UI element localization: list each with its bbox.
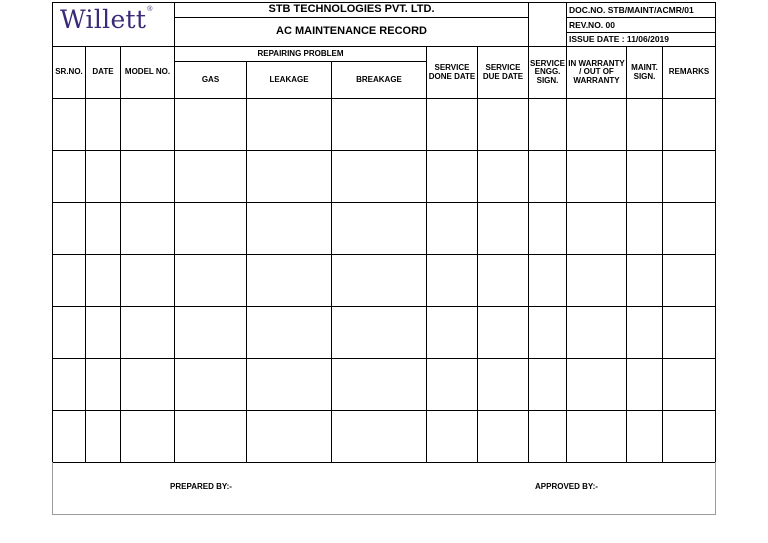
cell-breakage[interactable] (332, 203, 426, 254)
column-header-date: DATE (92, 67, 114, 77)
column-header-gas: GAS (201, 74, 220, 84)
cell-service-due-date[interactable] (478, 255, 528, 306)
cell-remarks[interactable] (663, 255, 715, 306)
column-header-service-done-date: SERVICE DONE DATE (428, 63, 476, 81)
cell-leakage[interactable] (247, 151, 331, 202)
prepared-by-label: PREPARED BY:- (170, 481, 232, 491)
cell-maint-sign[interactable] (627, 411, 662, 462)
cell-service-done-date[interactable] (427, 99, 477, 150)
cell-leakage[interactable] (247, 99, 331, 150)
cell-service-engg-sign[interactable] (529, 203, 566, 254)
approved-by-label: APPROVED BY:- (535, 481, 598, 491)
cell-maint-sign[interactable] (627, 255, 662, 306)
cell-model-no[interactable] (121, 411, 174, 462)
cell-remarks[interactable] (663, 151, 715, 202)
cell-sr-no[interactable] (53, 307, 85, 358)
cell-gas[interactable] (175, 307, 246, 358)
column-header-repairing-problem: REPAIRING PROBLEM (257, 48, 344, 58)
cell-service-engg-sign[interactable] (529, 411, 566, 462)
cell-gas[interactable] (175, 151, 246, 202)
cell-remarks[interactable] (663, 359, 715, 410)
cell-service-done-date[interactable] (427, 307, 477, 358)
cell-maint-sign[interactable] (627, 203, 662, 254)
cell-warranty[interactable] (567, 307, 626, 358)
form-title: AC MAINTENANCE RECORD (276, 25, 427, 38)
cell-breakage[interactable] (332, 99, 426, 150)
cell-service-due-date[interactable] (478, 411, 528, 462)
logo-text: Willett (60, 5, 147, 34)
cell-gas[interactable] (175, 203, 246, 254)
cell-sr-no[interactable] (53, 203, 85, 254)
cell-model-no[interactable] (121, 255, 174, 306)
company-logo (60, 5, 153, 34)
cell-service-done-date[interactable] (427, 359, 477, 410)
cell-sr-no[interactable] (53, 359, 85, 410)
cell-remarks[interactable] (663, 99, 715, 150)
cell-sr-no[interactable] (53, 151, 85, 202)
cell-model-no[interactable] (121, 307, 174, 358)
column-header-remarks: REMARKS (668, 67, 710, 77)
cell-remarks[interactable] (663, 203, 715, 254)
column-header-warranty: IN WARRANTY / OUT OF WARRANTY (568, 58, 625, 85)
cell-maint-sign[interactable] (627, 307, 662, 358)
column-header-service-engg-sign: SERVICE ENGG. SIGN. (530, 58, 565, 85)
cell-leakage[interactable] (247, 255, 331, 306)
cell-warranty[interactable] (567, 151, 626, 202)
cell-date[interactable] (86, 411, 120, 462)
cell-maint-sign[interactable] (627, 359, 662, 410)
cell-leakage[interactable] (247, 359, 331, 410)
cell-date[interactable] (86, 359, 120, 410)
column-header-service-due-date: SERVICE DUE DATE (482, 63, 524, 81)
cell-service-done-date[interactable] (427, 411, 477, 462)
cell-date[interactable] (86, 151, 120, 202)
cell-gas[interactable] (175, 359, 246, 410)
column-header-breakage: BREAKAGE (356, 74, 402, 84)
cell-warranty[interactable] (567, 99, 626, 150)
cell-gas[interactable] (175, 411, 246, 462)
column-header-maint-sign: MAINT. SIGN. (631, 63, 658, 81)
cell-remarks[interactable] (663, 411, 715, 462)
registered-mark: ® (147, 6, 153, 13)
cell-date[interactable] (86, 307, 120, 358)
cell-remarks[interactable] (663, 307, 715, 358)
issue-date: ISSUE DATE : 11/06/2019 (569, 34, 670, 45)
cell-service-engg-sign[interactable] (529, 151, 566, 202)
cell-model-no[interactable] (121, 359, 174, 410)
cell-leakage[interactable] (247, 307, 331, 358)
cell-service-done-date[interactable] (427, 151, 477, 202)
cell-sr-no[interactable] (53, 99, 85, 150)
cell-date[interactable] (86, 99, 120, 150)
column-header-model-no: MODEL NO. (124, 67, 171, 77)
cell-gas[interactable] (175, 99, 246, 150)
cell-service-done-date[interactable] (427, 203, 477, 254)
doc-number: DOC.NO. STB/MAINT/ACMR/01 (569, 4, 694, 15)
cell-service-engg-sign[interactable] (529, 99, 566, 150)
cell-maint-sign[interactable] (627, 99, 662, 150)
cell-service-due-date[interactable] (478, 151, 528, 202)
cell-warranty[interactable] (567, 411, 626, 462)
cell-maint-sign[interactable] (627, 151, 662, 202)
cell-service-due-date[interactable] (478, 203, 528, 254)
cell-warranty[interactable] (567, 255, 626, 306)
cell-service-engg-sign[interactable] (529, 307, 566, 358)
column-header-leakage: LEAKAGE (269, 74, 309, 84)
cell-service-due-date[interactable] (478, 99, 528, 150)
cell-date[interactable] (86, 203, 120, 254)
cell-breakage[interactable] (332, 411, 426, 462)
cell-sr-no[interactable] (53, 255, 85, 306)
cell-leakage[interactable] (247, 411, 331, 462)
company-name: STB TECHNOLOGIES PVT. LTD. (268, 3, 435, 16)
cell-service-due-date[interactable] (478, 359, 528, 410)
cell-breakage[interactable] (332, 307, 426, 358)
cell-warranty[interactable] (567, 359, 626, 410)
cell-service-engg-sign[interactable] (529, 359, 566, 410)
cell-breakage[interactable] (332, 255, 426, 306)
cell-service-engg-sign[interactable] (529, 255, 566, 306)
column-header-sr-no: SR.NO. (55, 67, 83, 77)
cell-model-no[interactable] (121, 151, 174, 202)
cell-service-done-date[interactable] (427, 255, 477, 306)
revision-number: REV.NO. 00 (569, 19, 615, 30)
cell-breakage[interactable] (332, 151, 426, 202)
cell-gas[interactable] (175, 255, 246, 306)
cell-warranty[interactable] (567, 203, 626, 254)
cell-date[interactable] (86, 255, 120, 306)
cell-service-due-date[interactable] (478, 307, 528, 358)
cell-breakage[interactable] (332, 359, 426, 410)
cell-leakage[interactable] (247, 203, 331, 254)
cell-model-no[interactable] (121, 99, 174, 150)
cell-sr-no[interactable] (53, 411, 85, 462)
cell-model-no[interactable] (121, 203, 174, 254)
